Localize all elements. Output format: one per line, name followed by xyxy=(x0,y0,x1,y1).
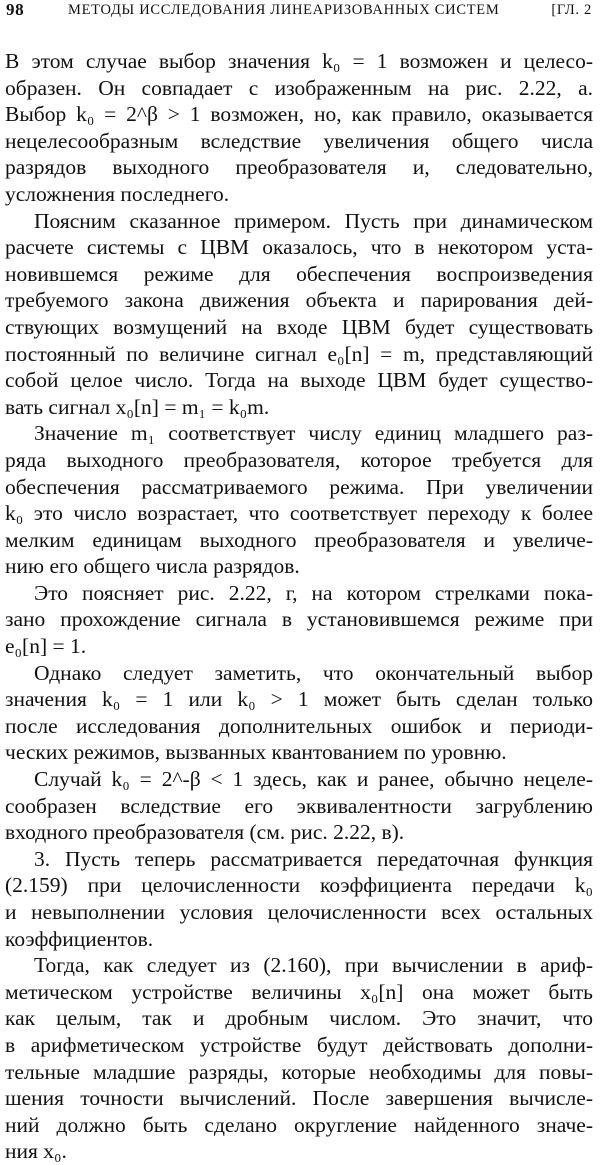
text-line: нецелесообразным вследствие увеличения общего числа xyxy=(5,128,593,153)
paragraph xyxy=(5,660,593,766)
paragraph xyxy=(5,420,593,580)
text-line: постоянный по величине сигнал e₀[n] = m, представляющий xyxy=(5,341,593,366)
paragraph xyxy=(5,846,593,952)
text-line: ствующих возмущений на входе ЦВМ будет существовать xyxy=(5,314,593,339)
text-line: обеспечения рассматриваемого режима. При увеличении xyxy=(5,474,593,499)
paragraph xyxy=(5,208,593,421)
text-line: (2.159) при целочисленности коэффициента передачи k₀ xyxy=(5,873,593,898)
text-line: k₀ это число возрастает, что соответствует переходу к более xyxy=(5,501,593,526)
text-line: входного преобразователя (см. рис. 2.22, в). xyxy=(5,820,405,845)
text-line: ний должно быть сделано округление найденного значе- xyxy=(5,1112,593,1137)
text-line: усложнения последнего. xyxy=(5,181,230,206)
text-line: e₀[n] = 1. xyxy=(5,634,87,659)
text-line: зано прохождение сигнала в установившемся режиме при xyxy=(5,607,593,632)
text-line: требуемого закона движения объекта и парирования дей- xyxy=(5,288,593,313)
text-line: нию его общего числа разрядов. xyxy=(5,554,300,579)
text-line: расчете системы с ЦВМ оказалось, что в некотором уста- xyxy=(5,235,593,260)
text-line: после исследования дополнительных ошибок и периоди- xyxy=(5,713,593,738)
text-line: коэффициентов. xyxy=(5,926,154,951)
text-line: Значение m₁ соответствует числу единиц младшего раз- xyxy=(34,421,593,446)
running-title: МЕТОДЫ ИССЛЕДОВАНИЯ ЛИНЕАРИЗОВАННЫХ СИСТЕМ xyxy=(68,2,500,18)
text-line: ния x₀. xyxy=(5,1139,67,1164)
text-line: собой целое число. Тогда на выходе ЦВМ будет существо- xyxy=(5,368,593,393)
text-line: Случай k₀ = 2^-β < 1 здесь, как и ранее, обычно нецеле- xyxy=(34,767,593,792)
paragraph xyxy=(5,766,593,846)
text-line: новившемся режиме для обеспечения воспроизведения xyxy=(5,261,593,286)
text-line: 3. Пусть теперь рассматривается передаточная функция xyxy=(34,846,593,871)
text-line: мелким единицам выходного преобразователя и увеличе- xyxy=(5,527,593,552)
text-line: в арифметическом устройстве будут действовать дополни- xyxy=(5,1032,593,1057)
text-line: и невыполнении условия целочисленности всех остальных xyxy=(5,900,593,924)
text-line: вать сигнал x₀[n] = m₁ = k₀m. xyxy=(5,394,270,419)
text-line: ряда выходного преобразователя, которое требуется для xyxy=(5,447,593,472)
text-line: Поясним сказанное примером. Пусть при динамическом xyxy=(34,208,593,233)
page-number: 98 xyxy=(6,0,25,19)
text-line: метическом устройстве величины x₀[n] она может быть xyxy=(5,979,593,1004)
text-line: образен. Он совпадает с изображенным на рис. 2.22, а. xyxy=(5,75,593,100)
chapter-marker: [ГЛ. 2 xyxy=(551,2,592,18)
paragraph xyxy=(5,580,593,660)
text-line: как целым, так и дробным числом. Это значит, что xyxy=(5,1006,593,1031)
text-line: Однако следует заметить, что окончательный выбор xyxy=(34,660,593,685)
paragraph xyxy=(5,952,593,1165)
text-line: Выбор k₀ = 2^β > 1 возможен, но, как правило, оказывается xyxy=(5,102,593,127)
running-header xyxy=(6,0,592,30)
text-line: тельные младшие разряды, которые необходимы для повы- xyxy=(5,1059,593,1084)
text-line: разрядов выходного преобразователя и, следовательно, xyxy=(5,155,593,180)
text-line: значения k₀ = 1 или k₀ > 1 может быть сделан только xyxy=(5,687,593,712)
text-line: В этом случае выбор значения k₀ = 1 возможен и целесо- xyxy=(5,49,593,73)
text-line: сообразен вследствие его эквивалентности загрублению xyxy=(5,793,593,818)
text-line: ческих режимов, вызванных квантованием по уровню. xyxy=(5,740,507,765)
page-body xyxy=(5,48,593,1165)
text-line: шения точности вычислений. После завершения вычисле- xyxy=(5,1086,593,1111)
text-line: Тогда, как следует из (2.160), при вычислении в ариф- xyxy=(34,953,593,978)
paragraph xyxy=(5,48,593,208)
text-line: Это поясняет рис. 2.22, г, на котором стрелками пока- xyxy=(34,580,593,605)
